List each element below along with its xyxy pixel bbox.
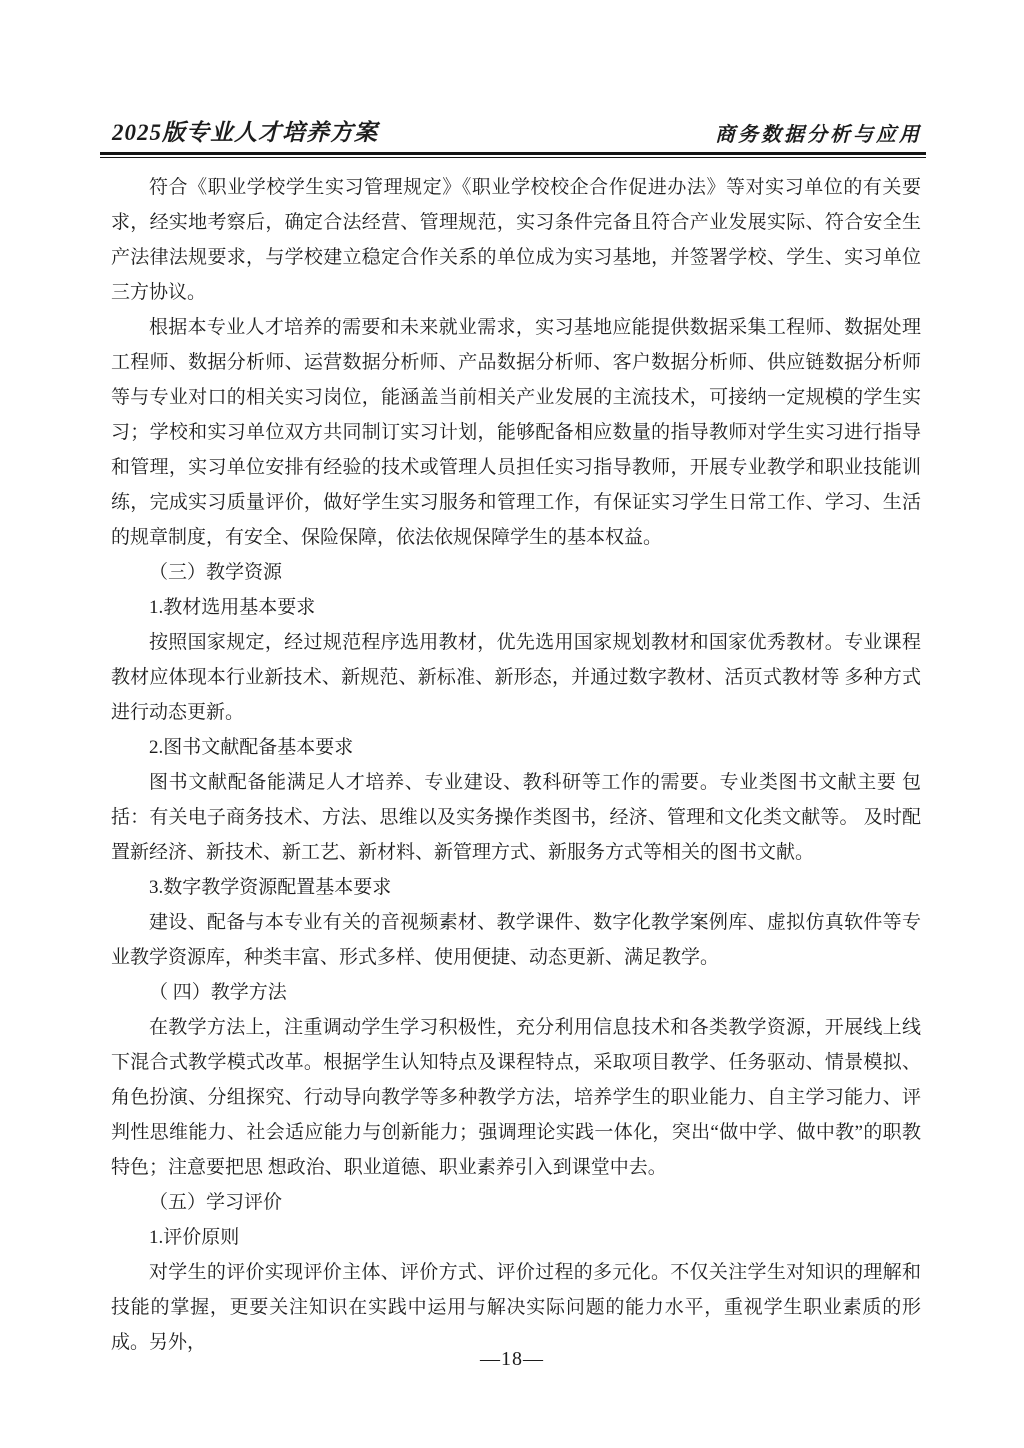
header-left-title: 2025版专业人才培养方案: [112, 120, 378, 145]
page-header: [100, 114, 926, 158]
paragraph-internship-base-positions: 根据本专业人才培养的需要和未来就业需求，实习基地应能提供数据采集工程师、数据处理工程师、数据分析师、运营数据分析师、产品数据分析师、客户数据分析师、供应链数据分析师等与专业对口的相关实习岗位，能涵盖当前相关产业发展的主流技术，可接纳一定规模的学生实习；学校和实习单位双方共同制订实习计划，能够配备相应数量的指导教师对学生实习进行指导和管理，实习单位安排有经验的技术或管理人员担任实习指导教师，开展专业教学和职业技能训练，完成实习质量评价，做好学生实习服务和管理工作，有保证实习学生日常工作、学习、生活的规章制度，有安全、保险保障，依法依规保障学生的基本权益。: [111, 317, 921, 548]
paragraph-library-literature: 图书文献配备能满足人才培养、专业建设、教科研等工作的需要。专业类图书文献主要 包括：有关电子商务技术、方法、思维以及实务操作类图书，经济、管理和文化类文献等。 及时配置新经济、新技术、新工艺、新材料、新管理方式、新服务方式等相关的图书文献。: [111, 772, 921, 863]
paragraph-digital-resources: 建设、配备与本专业有关的音视频素材、教学课件、数字化教学案例库、虚拟仿真软件等专业教学资源库，种类丰富、形式多样、使用便捷、动态更新、满足教学。: [111, 912, 921, 968]
page-footer: [0, 1348, 1024, 1371]
subheading-evaluation-principles: 1.评价原则: [149, 1227, 240, 1248]
header-row: [100, 114, 926, 149]
subheading-textbook-selection: 1.教材选用基本要求: [149, 597, 316, 618]
page-number: —18—: [480, 1348, 544, 1370]
document-body: [111, 170, 921, 1360]
paragraph-evaluation-principles: 对学生的评价实现评价主体、评价方式、评价过程的多元化。不仅关注学生对知识的理解和技能的掌握，更要关注知识在实践中运用与解决实际问题的能力水平，重视学生职业素质的形成。另外，: [111, 1262, 921, 1353]
section-heading-teaching-resources: （三）教学资源: [149, 562, 283, 583]
header-right-title: 商务数据分析与应用: [715, 124, 922, 146]
subheading-library-literature: 2.图书文献配备基本要求: [149, 737, 354, 758]
section-heading-learning-evaluation: （五）学习评价: [149, 1192, 283, 1213]
section-heading-teaching-methods: （ 四）教学方法: [149, 982, 287, 1003]
paragraph-textbook-selection: 按照国家规定，经过规范程序选用教材，优先选用国家规划教材和国家优秀教材。专业课程教材应体现本行业新技术、新规范、新标准、新形态，并通过数字教材、活页式教材等 多种方式进行动态更新。: [111, 632, 921, 723]
header-rule: [100, 152, 926, 158]
paragraph-teaching-methods: 在教学方法上，注重调动学生学习积极性，充分利用信息技术和各类教学资源，开展线上线下混合式教学模式改革。根据学生认知特点及课程特点，采取项目教学、任务驱动、情景模拟、角色扮演、分组探究、行动导向教学等多种教学方法，培养学生的职业能力、自主学习能力、评判性思维能力、社会适应能力与创新能力；强调理论实践一体化，突出“做中学、做中教”的职教特色；注意要把思 想政治、职业道德、职业素养引入到课堂中去。: [111, 1017, 921, 1178]
paragraph-internship-unit-requirements: 符合《职业学校学生实习管理规定》《职业学校校企合作促进办法》等对实习单位的有关要求，经实地考察后，确定合法经营、管理规范，实习条件完备且符合产业发展实际、符合安全生产法律法规要求，与学校建立稳定合作关系的单位成为实习基地，并签署学校、学生、实习单位三方协议。: [111, 177, 921, 303]
subheading-digital-resources: 3.数字教学资源配置基本要求: [149, 877, 392, 898]
